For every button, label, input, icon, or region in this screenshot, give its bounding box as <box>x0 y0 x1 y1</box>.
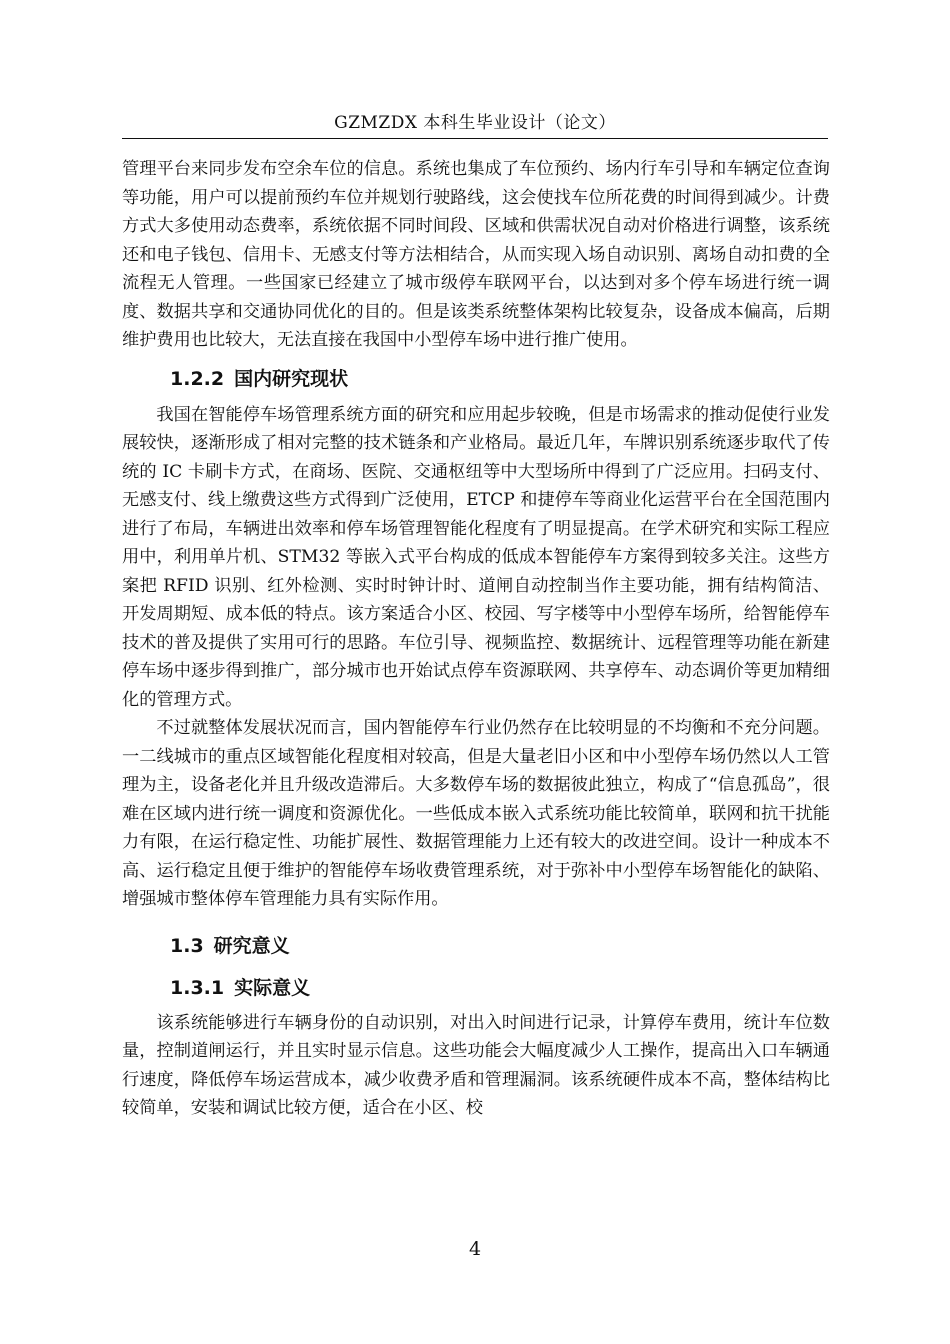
paragraph-domestic-status-2: 不过就整体发展状况而言，国内智能停车行业仍然存在比较明显的不均衡和不充分问题。一二线城市的重点区域智能化程度相对较高，但是大量老旧小区和中小型停车场仍然以人工管理为主，设备老化并且升级改造滞后。大多数停车场的数据彼此独立，构成了“信息孤岛”，很难在区域内进行统一调度和资源优化。一些低成本嵌入式系统功能比较简单，联网和抗干扰能力有限，在运行稳定性、功能扩展性、数据管理能力上还有较大的改进空间。设计一种成本不高、运行稳定且便于维护的智能停车场收费管理系统，对于弥补中小型停车场智能化的缺陷、增强城市整体停车管理能力具有实际作用。 <box>122 718 830 909</box>
section-title: 研究意义 <box>213 934 290 957</box>
page-number: 4 <box>468 1238 482 1260</box>
header-rule <box>122 138 828 139</box>
document-body <box>122 155 830 1123</box>
section-heading-1-3 <box>122 931 830 961</box>
section-title: 实际意义 <box>234 976 311 999</box>
paragraph-practical-significance: 该系统能够进行车辆身份的自动识别，对出入时间进行记录，计算停车费用，统计车位数量，控制道闸运行，并且实时显示信息。这些功能会大幅度减少人工操作，提高出入口车辆通行速度，降低停车场运营成本，减少收费矛盾和管理漏洞。该系统硬件成本不高，整体结构比较简单，安装和调试比较方便，适合在小区、校 <box>122 1012 830 1118</box>
section-heading-1-3-1 <box>122 973 830 1003</box>
paragraph-intro-continued: 管理平台来同步发布空余车位的信息。系统也集成了车位预约、场内行车引导和车辆定位查询等功能，用户可以提前预约车位并规划行驶路线，这会使找车位所花费的时间得到减少。计费方式大多使用动态费率，系统依据不同时间段、区域和供需状况自动对价格进行调整，该系统还和电子钱包、信用卡、无感支付等方法相结合，从而实现入场自动识别、离场自动扣费的全流程无人管理。一些国家已经建立了城市级停车联网平台，以达到对多个停车场进行统一调度、数据共享和交通协同优化的目的。但是该类系统整体架构比较复杂，设备成本偏高，后期维护费用也比较大，无法直接在我国中小型停车场中进行推广使用。 <box>122 159 830 350</box>
section-number: 1.2.2 <box>170 367 225 390</box>
paragraph-domestic-status-1: 我国在智能停车场管理系统方面的研究和应用起步较晚，但是市场需求的推动促使行业发展较快，逐渐形成了相对完整的技术链条和产业格局。最近几年，车牌识别系统逐步取代了传统的 IC 卡刷卡方式，在商场、医院、交通枢纽等中大型场所中得到了广泛应用。扫码支付、无感支付、线上缴费这些方式得到广泛使用，ETCP 和捷停车等商业化运营平台在全国范围内进行了布局，车辆进出效率和停车场管理智能化程度有了明显提高。在学术研究和实际工程应用中，利用单片机、STM32 等嵌入式平台构成的低成本智能停车方案得到较多关注。这些方案把 RFID 识别、红外检测、实时时钟计时、道闸自动控制当作主要功能，拥有结构简洁、开发周期短、成本低的特点。该方案适合小区、校园、写字楼等中小型停车场所，给智能停车技术的普及提供了实用可行的思路。车位引导、视频监控、数据统计、远程管理等功能在新建停车场中逐步得到推广，部分城市也开始试点停车资源联网、共享停车、动态调价等更加精细化的管理方式。 <box>122 404 830 710</box>
section-number: 1.3 <box>170 934 204 957</box>
page-header-title: GZMZDX 本科生毕业设计（论文） <box>334 113 616 133</box>
section-title: 国内研究现状 <box>234 367 349 390</box>
section-heading-1-2-2 <box>122 364 830 394</box>
section-number: 1.3.1 <box>170 976 225 999</box>
